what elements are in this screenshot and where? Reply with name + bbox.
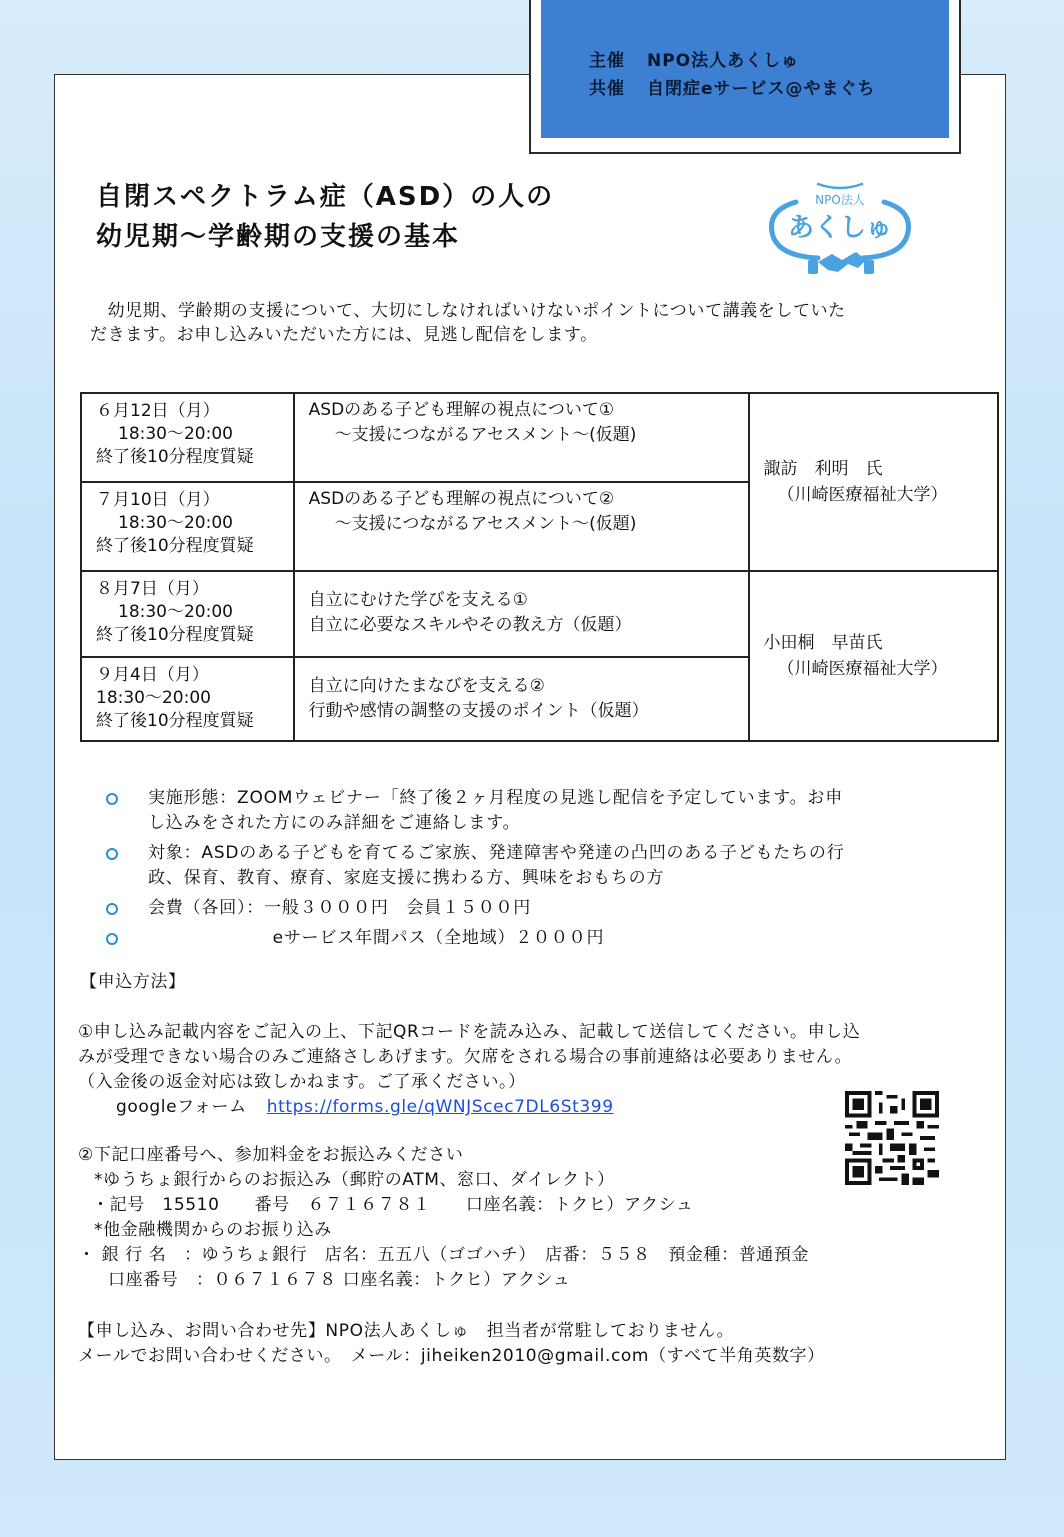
intro-line-2: だきます。お申し込みいただいた方には、見逃し配信をします。 [90,325,598,345]
info-item-target [106,841,966,891]
bullet-icon [106,903,118,915]
session-row-3 [81,571,998,657]
google-form-link[interactable]: https://forms.gle/qWNJScec7DL6St399 [266,1097,614,1117]
organizer-box [529,0,961,154]
form-label: googleフォーム [116,1097,247,1117]
info-line: 実施形態：ZOOMウェビナー「終了後２ヶ月程度の見逃し配信を予定しています。お申 [148,788,844,808]
yucho-account: ・記号 15510 番号 ６７１６７８１ 口座名義：トクヒ）アクシュ [92,1195,694,1215]
session-topic: 自立にむけた学びを支える① [308,590,528,610]
info-item-pass [106,926,966,951]
intro-line-1: 幼児期、学齢期の支援について、大切にしなければいけないポイントについて講義をしていた [90,301,846,321]
session-subtopic: 行動や感情の調整の支援のポイント（仮題） [308,701,649,721]
session-topic: 自立に向けたまなびを支える② [308,676,545,696]
info-line: eサービス年間パス（全地域）２０００円 [148,928,605,948]
speaker-name: 小田桐 早苗氏 [763,633,883,653]
session-date-cell [81,657,294,741]
step1-line: ①申し込み記載内容をご記入の上、下記QRコードを読み込み、記載して送信してください。申し込 [78,1022,861,1042]
info-line: し込みをされた方にのみ詳細をご連絡します。 [148,813,521,833]
info-line: 政、保育、教育、療育、家庭支援に携わる方、興味をおもちの方 [148,868,665,888]
session-qa: 終了後10分程度質疑 [96,447,254,467]
title-line-2: 幼児期〜学齢期の支援の基本 [96,222,461,252]
organizer-panel [541,0,949,138]
account-info: 口座番号 ：０６７１６７８ 口座名義：トクヒ）アクシュ [108,1270,571,1290]
bank-info: ・ 銀 行 名 ：ゆうちょ銀行 店名：五五八（ゴゴハチ） 店番：５５８ 預金種：普通預金 [78,1245,810,1265]
logo-name-text: あくしゅ [787,213,893,243]
host-name: NPO法人あくしゅ [647,51,800,71]
cohost-name: 自閉症eサービス@やまぐち [647,79,876,99]
cohost-line [589,74,876,99]
bullet-icon [106,793,118,805]
apply-step-2 [78,1143,998,1293]
other-bank-heading: *他金融機関からのお振り込み [94,1220,332,1240]
session-subtopic: 〜支援につながるアセスメント〜(仮題) [334,425,637,445]
step2-heading: ②下記口座番号へ、参加料金をお振込みください [78,1145,464,1165]
speaker-cell-1 [749,393,998,571]
info-item-fee [106,896,966,921]
speaker-name: 諏訪 利明 氏 [763,459,883,479]
bullet-icon [106,933,118,945]
intro-text [90,299,990,347]
session-date-cell [81,482,294,571]
speaker-cell-2 [749,571,998,741]
cohost-label: 共催 [589,79,625,99]
step1-line: （入金後の返金対応は致しかねます。ご了承ください。） [78,1072,526,1092]
session-date-cell [81,393,294,482]
schedule-table [80,392,999,742]
session-qa: 終了後10分程度質疑 [96,625,254,645]
contact-line: 【申し込み、お問い合わせ先】NPO法人あくしゅ 担当者が常駐しておりません。 [78,1321,735,1341]
info-list [106,786,966,956]
info-item-format [106,786,966,836]
session-topic-cell [294,571,749,657]
session-qa: 終了後10分程度質疑 [96,536,254,556]
host-line [589,46,799,71]
session-date: ８月7日（月） [96,579,209,599]
session-topic-cell [294,657,749,741]
yucho-heading: *ゆうちょ銀行からのお振込み（郵貯のATM、窓口、ダイレクト） [94,1170,615,1190]
session-row-1 [81,393,998,482]
contact-email-line: メールでお問い合わせください。 メール：jiheiken2010@gmail.com（すべて半角英数字） [78,1346,825,1366]
logo-top-text: NPO法人 [815,193,865,207]
info-line: 対象：ASDのある子どもを育てるご家族、発達障害や発達の凸凹のある子どもたちの行 [148,843,845,863]
speaker-affiliation: （川崎医療福祉大学） [777,659,948,679]
bullet-icon [106,848,118,860]
session-topic: ASDのある子ども理解の視点について① [308,400,615,420]
session-topic-cell [294,393,749,482]
session-time: 18:30〜20:00 [118,513,233,533]
session-topic-cell [294,482,749,571]
session-subtopic: 〜支援につながるアセスメント〜(仮題) [334,514,637,534]
handshake-icon [808,252,874,274]
session-qa: 終了後10分程度質疑 [96,711,254,731]
session-topic: ASDのある子ども理解の視点について② [308,489,615,509]
session-subtopic: 自立に必要なスキルやその教え方（仮題） [308,615,632,635]
session-date: ６月12日（月） [96,401,220,421]
session-time: 18:30〜20:00 [96,688,211,708]
session-time: 18:30〜20:00 [118,424,233,444]
akushu-logo [766,176,914,286]
info-line: 会費（各回）：一般３０００円 会員１５００円 [148,898,532,918]
contact-info [78,1319,998,1369]
session-date-cell [81,571,294,657]
speaker-affiliation: （川崎医療福祉大学） [777,485,948,505]
step1-line: みが受理できない場合のみご連絡さしあげます。欠席をされる場合の事前連絡は必要ありません。 [78,1047,853,1067]
session-date: ９月4日（月） [96,665,209,685]
session-date: ７月10日（月） [96,490,220,510]
session-time: 18:30〜20:00 [118,602,233,622]
host-label: 主催 [589,51,625,71]
title-line-1: 自閉スペクトラム症（ASD）の人の [96,182,555,212]
apply-heading: 【申込方法】 [80,972,186,992]
